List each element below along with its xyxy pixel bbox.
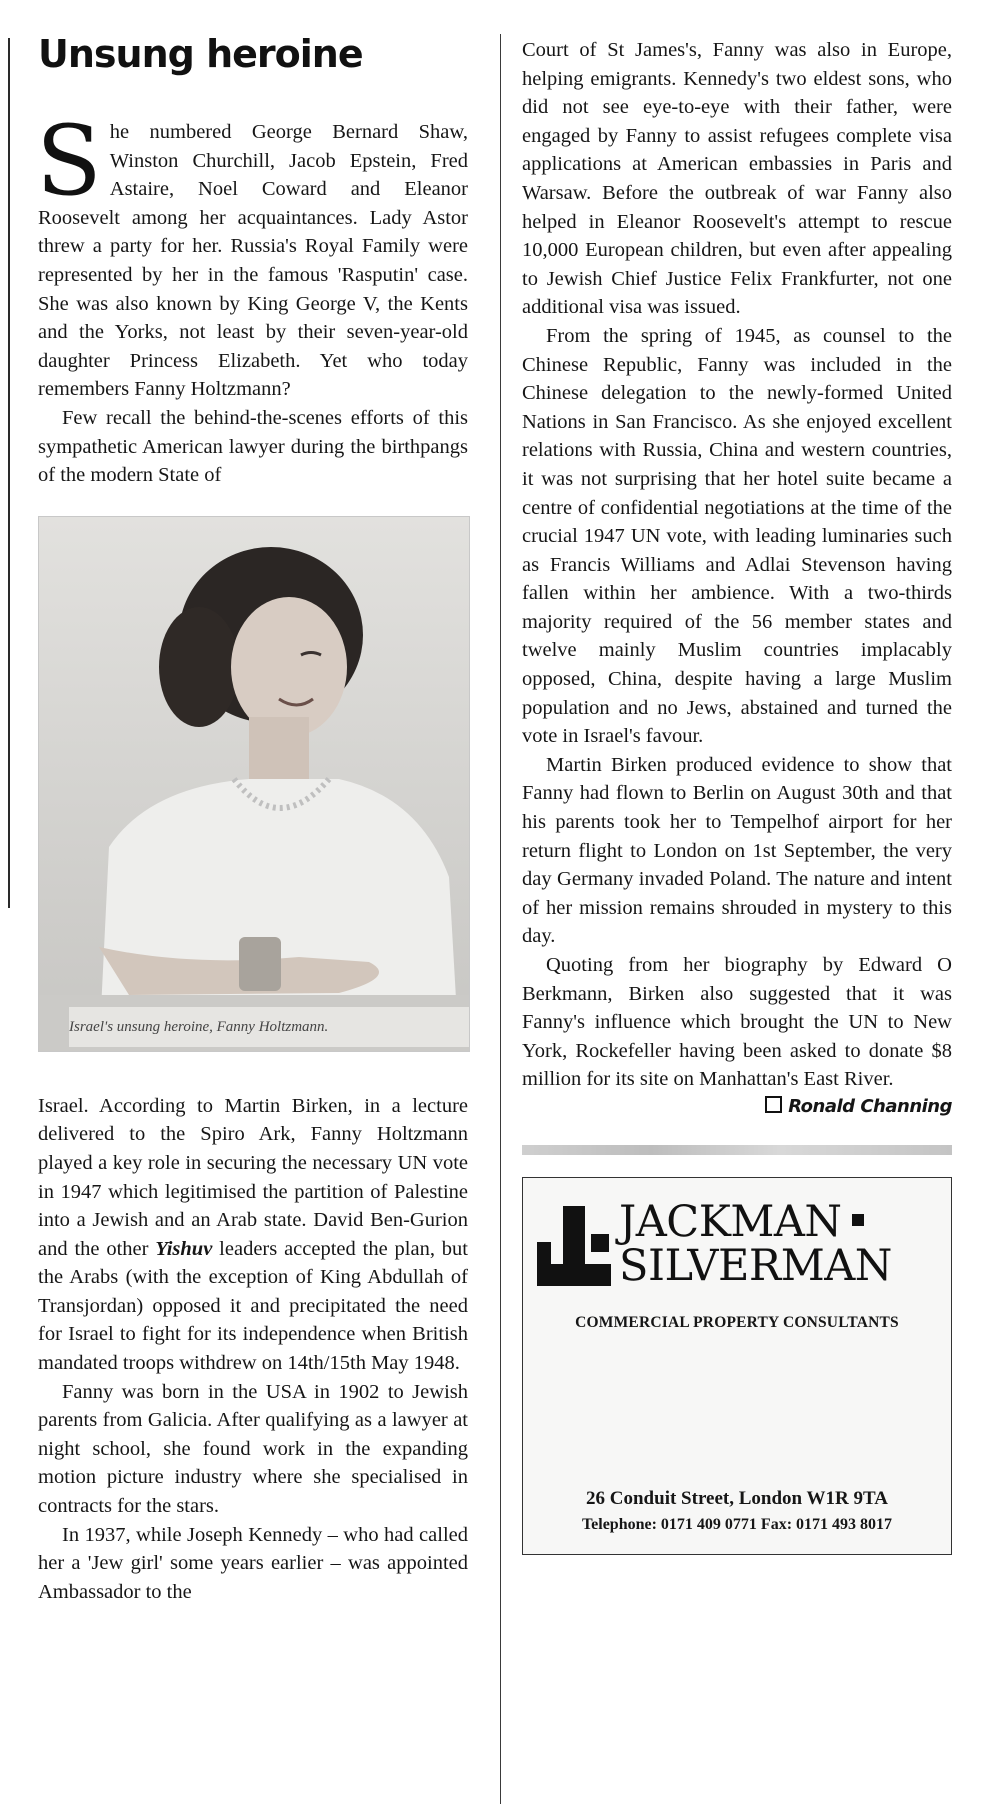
byline-name: Ronald Channing xyxy=(788,1095,952,1117)
paragraph-5: In 1937, while Joseph Kennedy – who had called her a 'Jew girl' some years earlier – was appointed Ambassador to the xyxy=(38,1523,468,1603)
separator-strip xyxy=(522,1145,952,1155)
headline: Unsung heroine xyxy=(38,32,363,76)
advert-company-name xyxy=(619,1196,892,1291)
advert-address: 26 Conduit Street, London W1R 9TA xyxy=(586,1487,888,1509)
right-column xyxy=(522,36,952,1555)
advert-name-line2: SILVERMAN xyxy=(619,1240,892,1291)
paragraph-2: Few recall the behind-the-scenes efforts of this sympathetic American lawyer during the birthpangs of the modern State of xyxy=(38,406,468,487)
drop-cap: S xyxy=(36,105,102,217)
paragraph-4: Fanny was born in the USA in 1902 to Jewish parents from Galicia. After qualifying as a lawyer at night school, she found work in the expanding motion picture industry where she specialised in contracts for the stars. xyxy=(38,1380,468,1518)
paragraph-7: From the spring of 1945, as counsel to the Chinese Republic, Fanny was included in the Chinese delegation to the newly-formed United Nations in San Francisco. As she enjoyed excellent relations with Russia, China and western countries, it was not surprising that her hotel suite became a centre of confidential negotiations at the time of the crucial 1947 UN vote, with leading luminaries such as Francis Williams and Adlai Stevenson having fallen within her ambience. With a two-thirds majority required of the 56 member states and twelve mainly Muslim countries implacably opposed, China, despite having a large Muslim population and no Jews, abstained and turned the vote in Israel's favour. xyxy=(522,324,952,748)
lead-paragraph xyxy=(36,105,468,404)
jackman-silverman-logo-icon xyxy=(537,1206,613,1286)
paragraph-3-end: leaders accepted the plan, but the Arabs (with the exception of King Abdullah of Transjordan) opposed it and precipitated the need for Israel to fight for its independence when British mandated troops withdrew on 14th/15th May 1948. xyxy=(38,1237,468,1375)
column-divider xyxy=(500,34,501,1804)
paragraph-3-start: Israel. According to Martin Birken, in a lecture delivered to the Spiro Ark, Fanny Holtzmann played a key role in securing the necessary UN vote in 1947 which legitimised the partition of Palestine into a Jewish and an Arab state. David Ben-Gurion and the other xyxy=(38,1094,468,1260)
portrait-photo xyxy=(38,516,470,1052)
yishuv-term: Yishuv xyxy=(155,1237,213,1260)
photo-caption: Israel's unsung heroine, Fanny Holtzmann. xyxy=(69,1007,469,1047)
paragraph-8: Martin Birken produced evidence to show that Fanny had flown to Berlin on August 30th and that his parents took her to Tempelhof airport for her return flight to London on 1st September, the very day Germany invaded Poland. The nature and intent of her mission remains shrouded in mystery to this day. xyxy=(522,753,952,948)
portrait-illustration xyxy=(39,517,469,1051)
paragraph-6: Court of St James's, Fanny was also in Europe, helping emigrants. Kennedy's two eldest sons, who did not see eye-to-eye with their father, were engaged by Fanny to assist refugees complete visa applications at American embassies in Paris and Warsaw. Before the outbreak of war Fanny also helped in Eleanor Roosevelt's attempt to rescue 10,000 European children, but even after appealing to Jewish Chief Justice Felix Frankfurter, not one additional visa was issued. xyxy=(522,39,952,319)
lead-text: he numbered George Bernard Shaw, Winston Churchill, Jacob Epstein, Fred Astaire, Noel Coward and Eleanor Roosevelt among her acquaintances. Lady Astor threw a party for her. Russia's Royal Family were represented by her in the famous 'Rasputin' case. She was also known by King George V, the Kents and the Yorks, not least by their seven-year-old daughter Princess Elizabeth. Yet who today remembers Fanny Holtzmann? xyxy=(38,121,468,401)
advert-tagline: COMMERCIAL PROPERTY CONSULTANTS xyxy=(575,1313,899,1331)
left-column xyxy=(38,32,468,1606)
advertisement xyxy=(522,1177,952,1555)
advert-telephone: Telephone: 0171 409 0771 Fax: 0171 493 8017 xyxy=(581,1515,893,1533)
paragraph-3 xyxy=(38,1092,468,1378)
byline-box-icon xyxy=(765,1096,782,1113)
byline xyxy=(522,1096,952,1117)
margin-rule xyxy=(8,38,10,908)
paragraph-9: Quoting from her biography by Edward O Berkmann, Birken also suggested that it was Fanny's influence which brought the UN to New York, Rockefeller having been asked to donate $8 million for its site on Manhattan's East River. xyxy=(522,954,952,1091)
square-bullet-icon xyxy=(852,1214,864,1226)
advert-name-line1: JACKMAN xyxy=(619,1196,842,1247)
